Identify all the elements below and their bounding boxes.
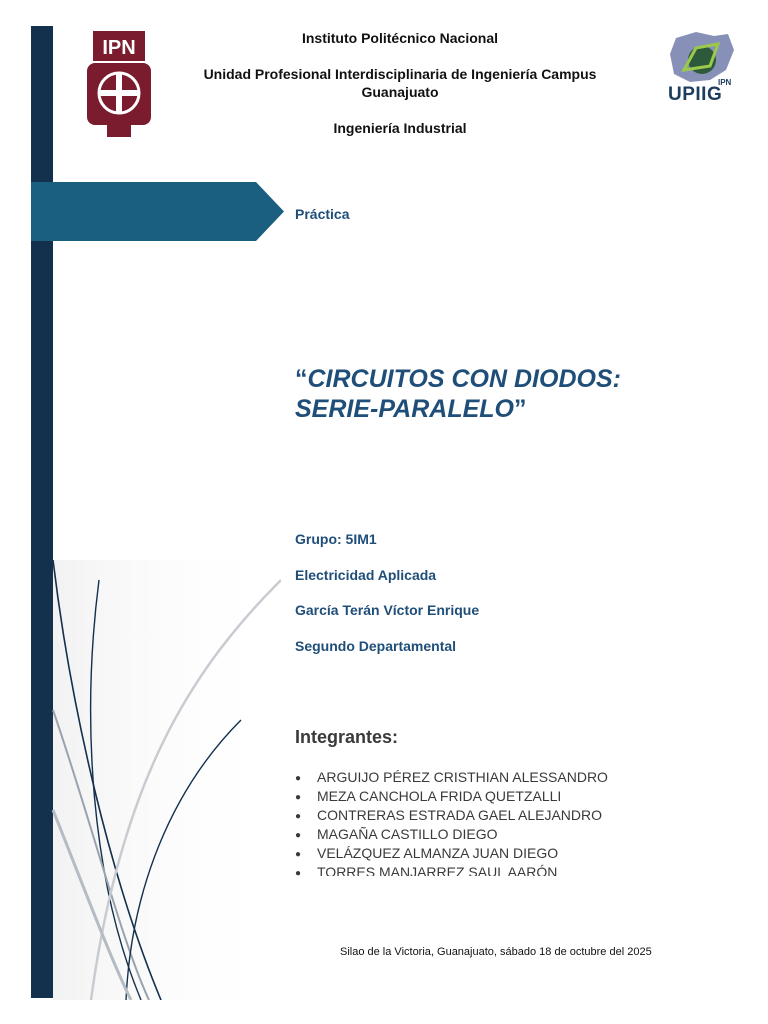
title-line2: SERIE-PARALELO [295, 395, 514, 423]
members-list [295, 768, 608, 876]
unit-name-line2: Guanajuato [361, 84, 439, 100]
subject-label: Electricidad Aplicada [295, 567, 437, 583]
integrantes-heading: Integrantes: [295, 727, 399, 747]
list-item: ● CONTRERAS ESTRADA GAEL ALEJANDRO [295, 807, 602, 823]
program-name: Ingeniería Industrial [333, 120, 467, 136]
upiig-wordmark: UPIIG [668, 84, 723, 105]
list-item: ● ARGUIJO PÉREZ CRISTHIAN ALESSANDRO [295, 769, 608, 785]
banner-arrow [31, 182, 284, 241]
svg-text:IPN: IPN [102, 37, 136, 59]
decorative-curves [31, 560, 281, 1000]
upiig-ipn-label: IPN [718, 78, 732, 87]
list-item: ● VELÁZQUEZ ALMANZA JUAN DIEGO [295, 845, 559, 861]
document-title: “CIRCUITOS CON DIODOS: SERIE-PARALELO” [295, 365, 621, 423]
teacher-name: García Terán Víctor Enrique [295, 602, 480, 618]
exam-label: Segundo Departamental [295, 638, 457, 654]
unit-name-line1: Unidad Profesional Interdisciplinaria de Ingeniería Campus [203, 66, 597, 82]
list-item: ● TORRES MANJARREZ SAUL AARÓN [295, 864, 558, 876]
group-label: Grupo: 5IM1 [295, 531, 377, 547]
list-item: ● MEZA CANCHOLA FRIDA QUETZALLI [295, 788, 562, 804]
institution-name: Instituto Politécnico Nacional [301, 30, 499, 46]
footer-date-location: Silao de la Victoria, Guanajuato, sábado 18 de octubre del 2025 [340, 946, 652, 958]
list-item: ● MAGAÑA CASTILLO DIEGO [295, 826, 498, 842]
ipn-logo-icon [83, 29, 155, 139]
section-label: Práctica [295, 206, 350, 222]
title-line1: CIRCUITOS CON DIODOS: [307, 365, 621, 393]
